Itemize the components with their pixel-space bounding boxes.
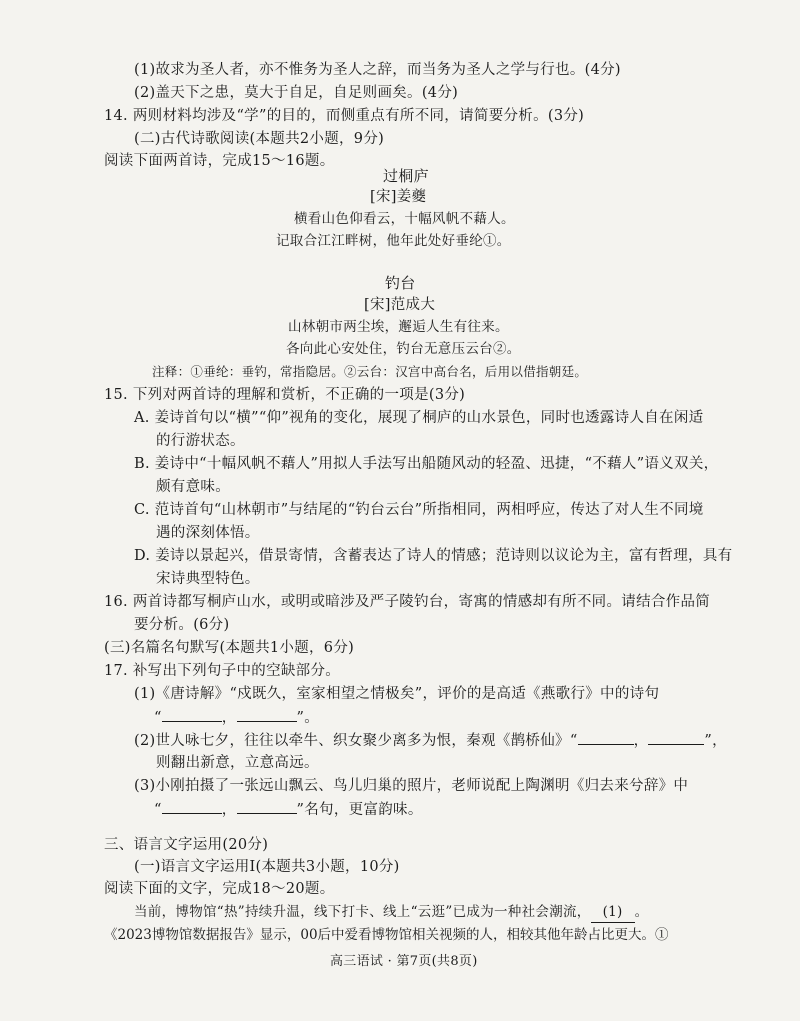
passage-line-1 [134,902,648,923]
poem2-line-1: 山林朝市两尘埃，邂逅人生有往来。 [288,319,509,335]
passage-period: 。 [634,904,649,920]
option-d-line-2: 宋诗典型特色。 [156,571,260,587]
quote-open: “ [154,802,162,818]
q13-item-2: (2)盖天下之患，莫大于自足，自足则画矣。(4分) [134,85,459,101]
q17-item-2-line-2: 则翻出新意，立意高远。 [156,755,319,771]
section-heading-poetry: (二)古代诗歌阅读(本题共2小题，9分) [134,131,385,147]
quote-close: ”， [704,733,727,749]
poem1-line-2: 记取合江江畔树，他年此处好垂纶①。 [276,233,511,249]
option-a-line-1: A. 姜诗首句以“横”“仰”视角的变化，展现了桐庐的山水景色，同时也透露诗人自在闲适 [134,410,704,426]
option-d-line-1: D. 姜诗以景起兴，借景寄情，含蓄表达了诗人的情感；范诗则以议论为主，富有哲理，具有 [134,548,733,564]
passage-text: 当前，博物馆“热”持续升温，线下打卡、线上“云逛”已成为一种社会潮流， [134,904,591,920]
option-b-line-1: B. 姜诗中“十幅风帆不藉人”用拟人手法写出船随风动的轻盈、迅捷，“不藉人”语义双关， [134,456,719,472]
answer-blank-6[interactable] [237,799,297,814]
reading-instruction-2: 阅读下面的文字，完成18～20题。 [104,881,335,897]
option-b-line-2: 颇有意味。 [156,479,230,495]
poem1-title: 过桐庐 [383,167,429,185]
language-subsection-heading: (一)语言文字运用Ⅰ(本题共3小题，10分) [134,859,400,875]
answer-blank-1[interactable] [162,707,222,722]
q17-item-3-line-1: (3)小刚拍摄了一张远山飘云、鸟儿归巢的照片，老师说配上陶渊明《归去来兮辞》中 [134,778,689,794]
passage-blank-1: (1) [591,902,635,923]
poem1-author: [宋]姜夔 [370,189,427,205]
poem2-title: 钓台 [385,274,416,292]
question-17: 17. 补写出下列句子中的空缺部分。 [104,663,341,679]
comma: ， [221,802,237,818]
page-footer: 高三语试 · 第7页(共8页) [330,954,478,969]
q17-item-2-line-1 [134,730,727,751]
q13-item-1: (1)故求为圣人者，亦不惟务为圣人之辞，而当务为圣人之学与行也。(4分) [134,62,621,78]
answer-blank-5[interactable] [162,799,222,814]
question-15: 15. 下列对两首诗的理解和赏析，不正确的一项是(3分) [104,387,466,403]
option-c-line-2: 遇的深刻体悟。 [156,525,260,541]
answer-blank-2[interactable] [237,707,297,722]
section-heading-recitation: (三)名篇名句默写(本题共1小题，6分) [104,640,355,656]
quote-close: ”名句，更富韵味。 [296,802,423,818]
poem2-line-2: 各向此心安处住，钓台无意压云台②。 [286,341,521,357]
q17-item-1-line-1: (1)《唐诗解》“戍既久，室家相望之情极矣”，评价的是高适《燕歌行》中的诗句 [134,686,660,702]
comma: ， [221,710,237,726]
part-three-heading: 三、语言文字运用(20分) [104,837,269,853]
poem1-line-1: 横看山色仰看云，十幅风帆不藉人。 [294,211,515,227]
quote-close: ”。 [296,710,320,726]
option-c-line-1: C. 范诗首句“山林朝市”与结尾的“钓台云台”所指相同，两相呼应，传达了对人生不同境 [134,502,704,518]
comma: ， [633,733,649,749]
answer-blank-3[interactable] [578,730,634,745]
q17-item-1-line-2 [154,707,319,728]
annotation: 注释：①垂纶：垂钓，常指隐居。②云台：汉宫中高台名，后用以借指朝廷。 [152,364,588,379]
passage-line-2: 《2023博物馆数据报告》显示，00后中爱看博物馆相关视频的人，相较其他年龄占比更大。① [104,927,669,943]
question-16-line-1: 16. 两首诗都写桐庐山水，或明或暗涉及严子陵钓台，寄寓的情感却有所不同。请结合作品简 [104,594,711,610]
poem2-author: [宋]范成大 [364,297,436,313]
question-16-line-2: 要分析。(6分) [134,617,230,633]
reading-instruction: 阅读下面两首诗，完成15～16题。 [104,153,335,169]
question-14: 14. 两则材料均涉及“学”的目的，而侧重点有所不同，请简要分析。(3分) [104,108,585,124]
answer-blank-4[interactable] [648,730,704,745]
q17-item-3-line-2 [154,799,423,820]
q17-item-2-text: (2)世人咏七夕，往往以牵牛、织女聚少离多为恨，秦观《鹊桥仙》“ [134,733,578,749]
quote-open: “ [154,710,162,726]
option-a-line-2: 的行游状态。 [156,433,245,449]
